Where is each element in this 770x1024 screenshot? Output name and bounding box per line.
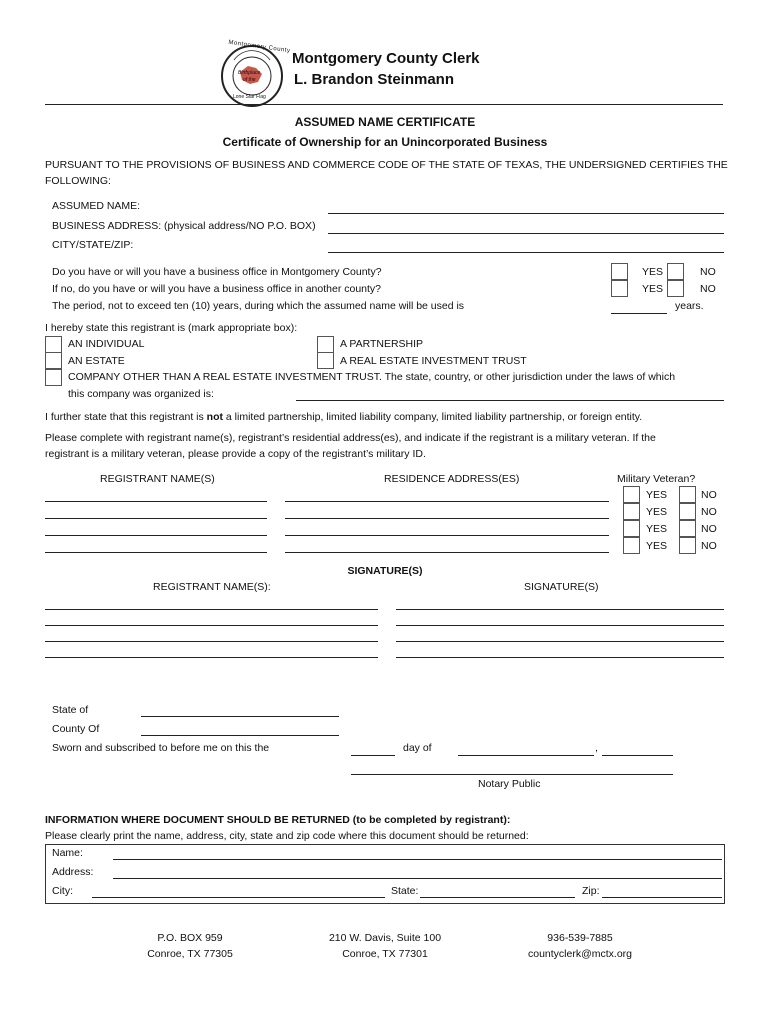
footer-email[interactable]: countyclerk@mctx.org (527, 948, 633, 960)
registrant-name-field[interactable] (45, 518, 267, 519)
veteran-no-label: NO (701, 506, 717, 518)
registrant-name-header: REGISTRANT NAME(S) (100, 473, 215, 485)
individual-label: AN INDIVIDUAL (68, 338, 145, 350)
veteran-no-checkbox[interactable] (679, 486, 696, 503)
complete-instructions-line-2: registrant is a military veteran, please provide a copy of the registrant’s military ID. (45, 448, 426, 460)
header-divider (45, 104, 723, 105)
question-montgomery-office: Do you have or will you have a business office in Montgomery County? (52, 266, 382, 278)
intro-line-2: FOLLOWING: (45, 175, 111, 187)
day-field[interactable] (351, 755, 395, 756)
question-period: The period, not to exceed ten (10) years, during which the assumed name will be used is (52, 300, 465, 312)
q2-no-label: NO (700, 283, 716, 295)
sig-signature-label: SIGNATURE(S) (524, 581, 599, 593)
veteran-yes-checkbox[interactable] (623, 537, 640, 554)
footer-street-city: Conroe, TX 77301 (342, 948, 428, 960)
assumed-name-label: ASSUMED NAME: (52, 200, 141, 212)
registrant-type-heading: I hereby state this registrant is (mark appropriate box): (45, 322, 298, 334)
veteran-yes-label: YES (646, 523, 668, 535)
company-jurisdiction-field[interactable] (296, 400, 724, 401)
statement-bold: not (206, 411, 223, 423)
statement-pre: I further state that this registrant is (45, 411, 207, 423)
signature-field[interactable] (396, 657, 724, 658)
period-years-field[interactable] (611, 313, 667, 314)
veteran-no-checkbox[interactable] (679, 503, 696, 520)
q2-yes-label: YES (642, 283, 664, 295)
signatures-heading: SIGNATURE(S) (347, 565, 423, 577)
not-entity-statement (45, 411, 642, 424)
veteran-no-label: NO (701, 540, 717, 552)
residence-address-field[interactable] (285, 518, 609, 519)
registrant-name-field[interactable] (45, 501, 267, 502)
document-subtitle: Certificate of Ownership for an Unincorporated Business (222, 135, 548, 149)
footer-street: 210 W. Davis, Suite 100 (328, 932, 442, 944)
return-name-label: Name: (52, 847, 83, 859)
notary-signature-field[interactable] (351, 774, 673, 775)
clerk-name: L. Brandon Steinmann (294, 71, 455, 88)
veteran-yes-label: YES (646, 489, 668, 501)
return-city-field[interactable] (92, 897, 385, 898)
sig-registrant-name-field[interactable] (45, 625, 378, 626)
county-of-field[interactable] (141, 735, 339, 736)
veteran-yes-label: YES (646, 540, 668, 552)
return-name-field[interactable] (113, 859, 722, 860)
q1-yes-checkbox[interactable] (611, 263, 628, 280)
registrant-name-field[interactable] (45, 535, 267, 536)
q1-yes-label: YES (642, 266, 664, 278)
statement-post: a limited partnership, limited liability company, limited liability partnership, or foreign entity. (222, 411, 643, 423)
assumed-name-field[interactable] (328, 213, 724, 214)
return-state-label: State: (391, 885, 419, 897)
sig-registrant-name-field[interactable] (45, 609, 378, 610)
company-label-line-2: this company was organized is: (68, 388, 214, 400)
q2-yes-checkbox[interactable] (611, 280, 628, 297)
years-label: years. (675, 300, 704, 312)
individual-checkbox[interactable] (45, 336, 62, 353)
company-label-line-1: COMPANY OTHER THAN A REAL ESTATE INVESTMENT TRUST. The state, country, or other jurisdiction under the laws of which (68, 371, 676, 383)
veteran-no-checkbox[interactable] (679, 537, 696, 554)
sig-registrant-name-field[interactable] (45, 641, 378, 642)
month-field[interactable] (458, 755, 594, 756)
return-info-instructions: Please clearly print the name, address, city, state and zip code where this document should be returned: (45, 830, 529, 842)
page-title: Montgomery County Clerk (292, 50, 480, 67)
estate-checkbox[interactable] (45, 352, 62, 369)
return-city-label: City: (52, 885, 73, 897)
registrant-name-field[interactable] (45, 552, 267, 553)
sig-registrant-name-field[interactable] (45, 657, 378, 658)
residence-address-field[interactable] (285, 552, 609, 553)
residence-address-field[interactable] (285, 535, 609, 536)
veteran-yes-checkbox[interactable] (623, 520, 640, 537)
notary-public-label: Notary Public (478, 778, 541, 790)
state-of-label: State of (52, 704, 89, 716)
footer-po-box: P.O. BOX 959 (157, 932, 223, 944)
q1-no-label: NO (700, 266, 716, 278)
footer-po-box-city: Conroe, TX 77305 (147, 948, 233, 960)
reit-checkbox[interactable] (317, 352, 334, 369)
signature-field[interactable] (396, 641, 724, 642)
return-info-box (45, 844, 725, 904)
signature-field[interactable] (396, 625, 724, 626)
reit-label: A REAL ESTATE INVESTMENT TRUST (340, 355, 527, 367)
county-of-label: County Of (52, 723, 100, 735)
business-address-label: BUSINESS ADDRESS: (physical address/NO P.O. BOX) (52, 220, 316, 232)
q1-no-checkbox[interactable] (667, 263, 684, 280)
veteran-yes-label: YES (646, 506, 668, 518)
return-zip-field[interactable] (602, 897, 722, 898)
estate-label: AN ESTATE (68, 355, 125, 367)
seal-text-top: Montgomery County (227, 39, 291, 55)
company-checkbox[interactable] (45, 369, 62, 386)
question-other-county-office: If no, do you have or will you have a business office in another county? (52, 283, 382, 295)
veteran-yes-checkbox[interactable] (623, 503, 640, 520)
residence-address-header: RESIDENCE ADDRESS(ES) (384, 473, 520, 485)
return-info-heading: INFORMATION WHERE DOCUMENT SHOULD BE RETURNED (to be completed by registrant): (45, 814, 511, 826)
veteran-yes-checkbox[interactable] (623, 486, 640, 503)
sig-registrant-name-label: REGISTRANT NAME(S): (153, 581, 271, 593)
sworn-label: Sworn and subscribed to before me on this the (52, 742, 270, 754)
partnership-checkbox[interactable] (317, 336, 334, 353)
intro-line-1: PURSUANT TO THE PROVISIONS OF BUSINESS AND COMMERCE CODE OF THE STATE OF TEXAS, THE UNDERSIGNED CERTIFIES THE (45, 159, 728, 171)
state-of-field[interactable] (141, 716, 339, 717)
seal-text-center-1: Birthplace (238, 70, 261, 76)
seal-text-center-2: of the (243, 77, 256, 83)
day-of-label: day of (403, 742, 432, 754)
signature-field[interactable] (396, 609, 724, 610)
residence-address-field[interactable] (285, 501, 609, 502)
q2-no-checkbox[interactable] (667, 280, 684, 297)
business-address-field[interactable] (328, 233, 724, 234)
footer-phone: 936-539-7885 (547, 932, 613, 944)
military-veteran-header: Military Veteran? (617, 473, 696, 485)
date-comma: , (595, 742, 598, 754)
seal-text-bottom: Lone Star Flag (233, 94, 266, 100)
return-state-field[interactable] (420, 897, 575, 898)
return-address-label: Address: (52, 866, 94, 878)
complete-instructions-line-1: Please complete with registrant name(s), registrant’s residential address(es), and indicate if the registrant is a military veteran. If the (45, 432, 656, 444)
city-state-zip-label: CITY/STATE/ZIP: (52, 239, 134, 251)
return-zip-label: Zip: (582, 885, 600, 897)
veteran-no-checkbox[interactable] (679, 520, 696, 537)
year-field[interactable] (602, 755, 673, 756)
veteran-no-label: NO (701, 523, 717, 535)
city-state-zip-field[interactable] (328, 252, 724, 253)
veteran-no-label: NO (701, 489, 717, 501)
document-title: ASSUMED NAME CERTIFICATE (294, 115, 476, 129)
return-address-field[interactable] (113, 878, 722, 879)
partnership-label: A PARTNERSHIP (340, 338, 424, 350)
